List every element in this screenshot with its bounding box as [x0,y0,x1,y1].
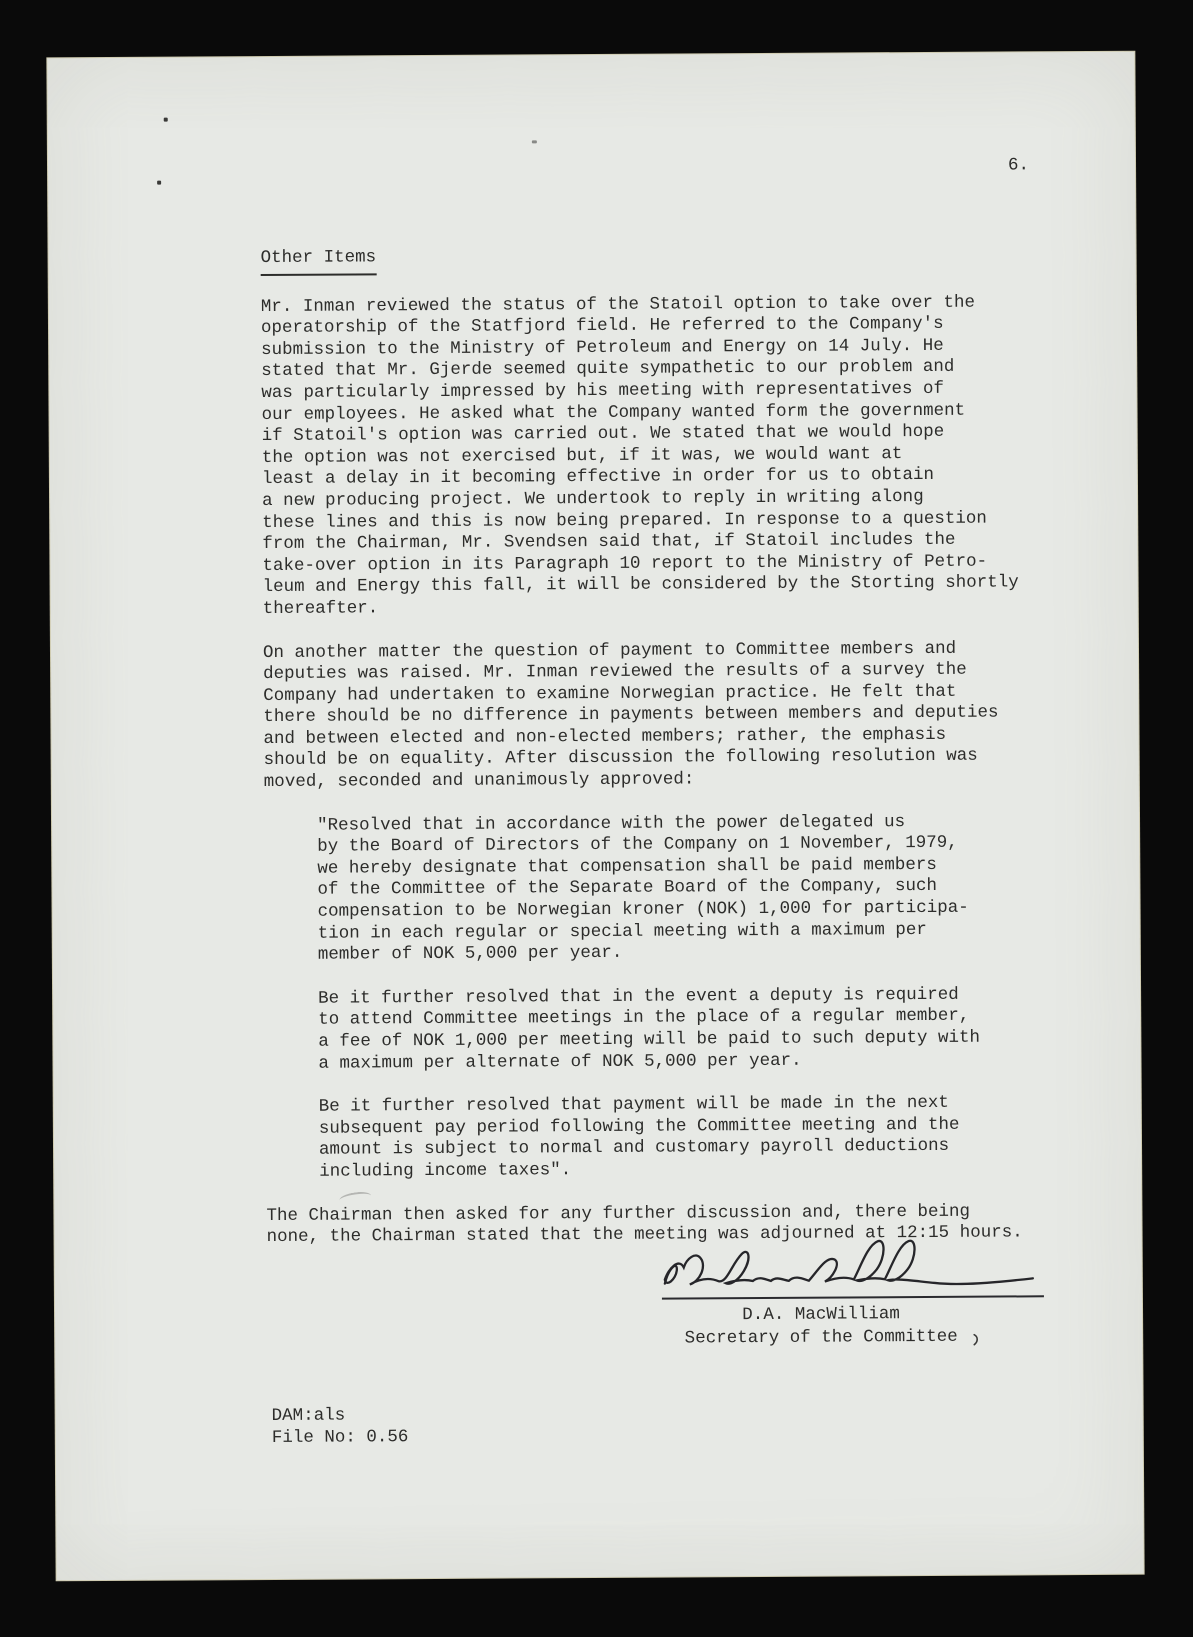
section-heading: Other Items [261,247,377,275]
signatory-name: D.A. MacWilliam [742,1304,900,1326]
document-page [47,52,1143,1581]
page-number: 6. [1007,155,1030,176]
resolution-clause-3: Be it further resolved that payment will be made in the next subsequent pay period following the Committee meeting and the amount is subject to normal and customary payroll deductions including income taxes". [318,1093,960,1182]
resolution-clause-2: Be it further resolved that in the event a deputy is required to attend Committee meetings in the place of a regular member, a fee of NOK 1,000 per meeting will be paid to such deputy with a maximum per alternate of NOK 5,000 per year. [318,984,981,1074]
ink-speck [157,181,161,185]
stray-mark [971,1332,981,1348]
signature [655,1234,1045,1300]
paragraph-committee-payment: On another matter the question of payment to Committee members and deputies was raised. Mr. Inman reviewed the results of a survey the Company had undertaken to examine Norwegian practice. He felt that there should be no difference in payments between members and deputies and between elected and non-elected members; rather, the emphasis should be on equality. After discussion the following resolution was moved, seconded and unanimously approved: [262,638,999,793]
signature-stroke [665,1240,1033,1286]
signatory-title: Secretary of the Committee [684,1326,958,1349]
file-number: File No: 0.56 [271,1427,409,1448]
document-body [261,243,1023,1270]
stray-mark-stroke [974,1335,977,1345]
typist-initials: DAM:als [271,1405,346,1426]
paragraph-statoil-option: Mr. Inman reviewed the status of the Statoil option to take over the operatorship of the Statfjord field. He referred to the Company's submission to the Ministry of Petroleum and Energy on 14 July. He stated that Mr. Gjerde seemed quite sympathetic to our problem and was particularly impressed by his meeting with representatives of our employees. He asked what the Company wanted form the government if Statoil's option was carried out. We stated that we would hope the option was not exercised but, if it was, we would want at least a delay in it becoming effective in order for us to obtain a new producing project. We undertook to reply in writing along these lines and this is now being prepared. In response to a question from the Chairman, Mr. Svendsen said that, if Statoil includes the take-over option in its Paragraph 10 report to the Ministry of Petro- leum and Energy this fall, it will be considered by the Storting shortly thereafter. [260,292,1019,619]
ink-speck [164,118,168,122]
resolution-clause-1: "Resolved that in accordance with the power delegated us by the Board of Directors of the Company on 1 November, 1979, we hereby designate that compensation shall be paid members of the Committee of the Separate Board of the Company, such compensation to be Norwegian kroner (NOK) 1,000 for participa- tion in each regular or special meeting with a maximum per member of NOK 5,000 per year. [316,811,969,965]
ink-speck [532,140,537,143]
paragraph-adjournment: The Chairman then asked for any further discussion and, there being none, the Chairman stated that the meeting was adjourned at 12:15 hours. [266,1201,1023,1248]
